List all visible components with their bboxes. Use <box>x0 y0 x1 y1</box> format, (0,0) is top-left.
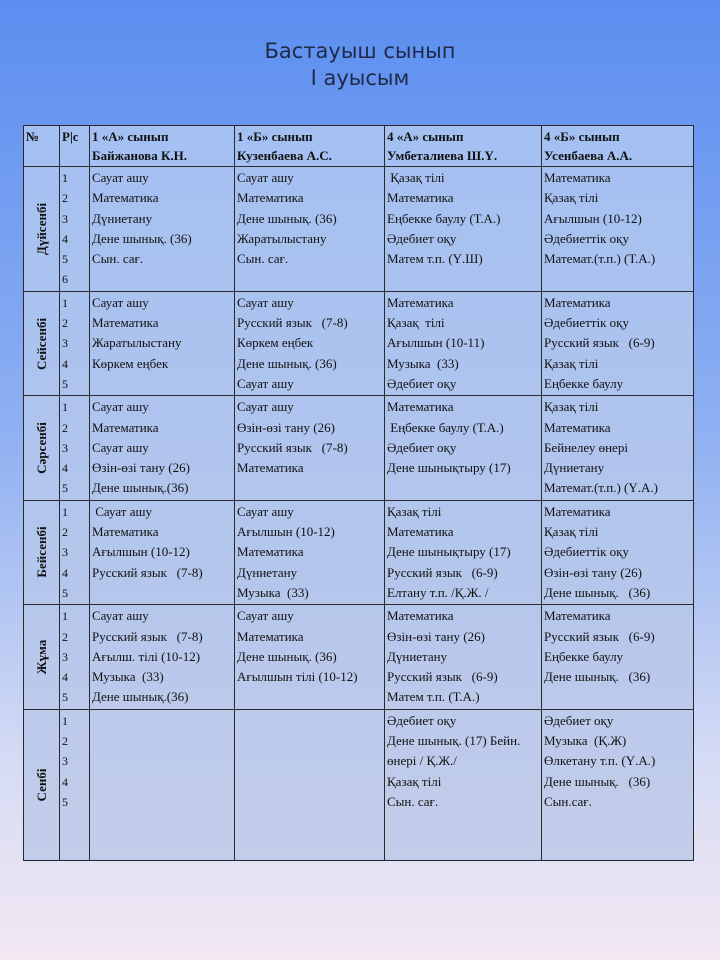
lesson-subject: Сауат ашу <box>237 294 294 310</box>
lesson-subject: Әдебиет оқу <box>387 375 457 391</box>
lesson-subject: Қазақ тілі <box>544 399 599 415</box>
header-class-1b <box>235 126 385 167</box>
header-row <box>24 126 694 167</box>
lesson-subject: Елтану т.п. /Қ.Ж. / <box>387 584 489 600</box>
day-name-cell <box>24 500 60 604</box>
page-title <box>0 38 720 92</box>
lesson-subject: Дене шынық. (36) <box>237 648 337 664</box>
lesson-subject: Сауат ашу <box>237 170 294 185</box>
class-name: 4 «А» сынып <box>387 129 464 144</box>
day-row <box>24 396 694 500</box>
lesson-subject: Сын. сағ. <box>387 793 439 809</box>
lesson-subject: Музыка (33) <box>92 669 164 685</box>
lesson-subject: Дене шынық.(36) <box>92 689 189 705</box>
lesson-subject: Ағылш. тілі (10-12) <box>92 648 201 664</box>
lesson-number: 3 <box>62 440 68 455</box>
lesson-subject: Математика <box>544 608 611 624</box>
header-class-1a <box>90 126 235 167</box>
lesson-number: 4 <box>62 231 68 246</box>
lesson-subject: Өзін-өзі тану (26) <box>544 564 642 580</box>
lesson-subject: Математика <box>544 294 611 310</box>
lesson-number: 6 <box>62 272 68 287</box>
lesson-subject: Еңбекке баулу <box>544 375 624 391</box>
lesson-number: 5 <box>62 481 68 496</box>
lesson-subject: Сауат ашу <box>92 608 149 624</box>
class-name: 4 «Б» сынып <box>544 129 620 144</box>
lesson-subject: Жаратылыстану <box>92 335 182 351</box>
lesson-number: 5 <box>62 376 68 391</box>
lesson-subject: Өзін-өзі тану (26) <box>237 419 335 435</box>
lesson-subject: Русский язык (7-8) <box>237 439 348 455</box>
lesson-subject: Қазақ тілі <box>387 170 445 185</box>
lesson-subject: Әдебиет оқу <box>387 230 457 246</box>
lesson-number: 1 <box>62 713 68 728</box>
lessons-cell-4a <box>385 709 542 860</box>
title-line-2: І ауысым <box>310 66 410 90</box>
day-name-cell <box>24 605 60 709</box>
lesson-subject: Музыка (Қ.Ж) <box>544 733 627 749</box>
lessons-cell-4a <box>385 291 542 395</box>
lesson-subject: Русский язык (6-9) <box>544 628 655 644</box>
lesson-numbers-cell <box>60 396 90 500</box>
lesson-subject: Матем т.п. (Ү.Ш) <box>387 251 483 267</box>
day-name-cell <box>24 167 60 292</box>
lesson-subject: Қазақ тілі <box>387 773 442 789</box>
lesson-subject: Ағылшын (10-12) <box>92 544 190 560</box>
lesson-subject: Русский язык (7-8) <box>237 315 348 331</box>
lesson-subject: Дүниетану <box>387 648 448 664</box>
lessons-cell-4a <box>385 500 542 604</box>
lesson-subject: Математика <box>544 170 611 185</box>
day-name-cell <box>24 291 60 395</box>
header-class-4a <box>385 126 542 167</box>
lesson-number: 2 <box>62 191 68 206</box>
lesson-subject: Ағылшын (10-12) <box>237 524 335 540</box>
day-name-cell <box>24 396 60 500</box>
class-teacher: Усенбаева А.А. <box>544 148 633 163</box>
lesson-number: 4 <box>62 565 68 580</box>
class-teacher: Умбеталиева Ш.Ү. <box>387 148 498 163</box>
lessons-cell-4b <box>542 605 694 709</box>
header-num: № <box>24 126 60 167</box>
lesson-subject: Қазақ тілі <box>544 524 599 540</box>
class-name: 1 «Б» сынып <box>237 129 313 144</box>
lesson-subject: Дене шынық. (36) <box>92 230 192 246</box>
lesson-subject: Дене шынықтыру (17) <box>387 544 511 560</box>
lesson-subject: Дене шынық.(36) <box>92 480 189 496</box>
lesson-number: 1 <box>62 609 68 624</box>
lesson-number: 2 <box>62 316 68 331</box>
lesson-number: 5 <box>62 252 68 267</box>
lesson-subject: Жаратылыстану <box>237 230 327 246</box>
lesson-number: 1 <box>62 400 68 415</box>
lesson-subject: Дүниетану <box>544 460 605 476</box>
lesson-subject: Математика <box>387 524 454 540</box>
lessons-cell-4b <box>542 500 694 604</box>
lesson-subject: Сауат ашу <box>92 399 149 415</box>
lesson-subject: Сауат ашу <box>237 503 294 519</box>
lesson-subject: Әдебиет оқу <box>387 439 457 455</box>
lesson-numbers-cell <box>60 500 90 604</box>
lesson-subject: Ағылшын (10-12) <box>544 210 642 226</box>
lesson-subject: Музыка (33) <box>387 355 459 371</box>
lesson-number: 5 <box>62 690 68 705</box>
lesson-subject: Русский язык (6-9) <box>544 335 655 351</box>
lesson-number: 2 <box>62 629 68 644</box>
lessons-cell-1a <box>90 709 235 860</box>
lesson-number: 4 <box>62 461 68 476</box>
lesson-subject: Көркем еңбек <box>237 335 314 351</box>
lesson-subject: Өзін-өзі тану (26) <box>387 628 485 644</box>
lessons-cell-1b <box>235 291 385 395</box>
schedule-body <box>24 167 694 861</box>
lesson-subject: Сауат ашу <box>237 608 294 624</box>
day-name-cell <box>24 709 60 860</box>
lesson-subject: Математика <box>387 399 454 415</box>
lessons-cell-1b <box>235 709 385 860</box>
lesson-numbers-cell <box>60 605 90 709</box>
lesson-subject: Дене шынық. (36) <box>544 773 651 789</box>
lesson-subject: Математика <box>387 608 454 624</box>
lesson-subject: Бейнелеу өнері <box>544 439 628 455</box>
day-name: Бейсенбі <box>33 526 49 579</box>
lesson-number: 4 <box>62 356 68 371</box>
lesson-number: 2 <box>62 525 68 540</box>
lesson-subject: Дене шынық. (36) <box>544 584 651 600</box>
lesson-subject: Сауат ашу <box>237 399 294 415</box>
day-name: Сәрсенбі <box>33 422 49 474</box>
day-name: Сейсенбі <box>33 317 49 370</box>
class-teacher: Кузенбаева А.С. <box>237 148 332 163</box>
lesson-number: 4 <box>62 670 68 685</box>
lessons-cell-4a <box>385 605 542 709</box>
lesson-subject: Әдебиеттік оқу <box>544 315 629 331</box>
lesson-subject: Математ.(т.п.) (Ү.А.) <box>544 480 658 496</box>
lesson-numbers-cell <box>60 291 90 395</box>
lesson-subject: Математика <box>544 503 611 519</box>
lesson-subject: Еңбекке баулу (Т.А.) <box>387 210 501 226</box>
lesson-subject: Математ.(т.п.) (Т.А.) <box>544 251 656 267</box>
lesson-subject: Математика <box>237 190 304 206</box>
lesson-subject: Ағылшын (10-11) <box>387 335 485 351</box>
lesson-subject: Сауат ашу <box>92 503 153 519</box>
lesson-number: 1 <box>62 504 68 519</box>
lessons-cell-4b <box>542 291 694 395</box>
lesson-subject: Сауат ашу <box>92 294 149 310</box>
lesson-subject: Көркем еңбек <box>92 355 169 371</box>
lessons-cell-4a <box>385 167 542 292</box>
lesson-number: 2 <box>62 420 68 435</box>
lesson-subject: Әдебиет оқу <box>387 712 457 728</box>
lesson-subject: Әдебиеттік оқу <box>544 544 629 560</box>
day-name: Сенбі <box>33 768 49 802</box>
lesson-number: 3 <box>62 649 68 664</box>
lessons-cell-4a <box>385 396 542 500</box>
lesson-subject: Қазақ тілі <box>387 315 445 331</box>
lesson-subject: Әдебиет оқу <box>544 712 614 728</box>
lesson-subject: Сын. сағ. <box>92 251 144 267</box>
lesson-subject: Музыка (33) <box>237 584 309 600</box>
lessons-cell-1a <box>90 396 235 500</box>
lesson-number: 3 <box>62 754 68 769</box>
lesson-subject: Математика <box>92 315 159 331</box>
lesson-number: 5 <box>62 585 68 600</box>
header-rs: Р|с <box>60 126 90 167</box>
lesson-subject: Өзін-өзі тану (26) <box>92 460 190 476</box>
lesson-subject: Математика <box>237 544 304 560</box>
lesson-subject: Өлкетану т.п. (Ү.А.) <box>544 753 656 769</box>
lesson-subject: Сын.сағ. <box>544 793 592 809</box>
lesson-subject: Дене шынық. (36) <box>237 355 337 371</box>
header-class-4b <box>542 126 694 167</box>
lesson-subject: Дене шынықтыру (17) <box>387 460 511 476</box>
day-row <box>24 709 694 860</box>
lesson-subject: Математика <box>544 419 611 435</box>
lessons-cell-4b <box>542 709 694 860</box>
lesson-subject: Қазақ тілі <box>544 355 599 371</box>
lesson-subject: Еңбекке баулу (Т.А.) <box>387 419 504 435</box>
lesson-number: 3 <box>62 545 68 560</box>
day-name: Жұма <box>33 639 49 675</box>
lesson-number: 5 <box>62 794 68 809</box>
day-row <box>24 291 694 395</box>
day-row <box>24 500 694 604</box>
lesson-subject: Сауат ашу <box>237 375 294 391</box>
lesson-subject: Русский язык (7-8) <box>92 564 203 580</box>
lesson-subject: Русский язык (6-9) <box>387 669 498 685</box>
lessons-cell-4b <box>542 167 694 292</box>
lessons-cell-1a <box>90 500 235 604</box>
lessons-cell-4b <box>542 396 694 500</box>
lesson-number: 2 <box>62 734 68 749</box>
schedule-table <box>23 125 694 861</box>
lesson-subject: Математика <box>92 524 159 540</box>
lesson-subject: Дүниетану <box>237 564 298 580</box>
lessons-cell-1b <box>235 500 385 604</box>
lesson-subject: Математика <box>92 419 159 435</box>
lesson-subject: Дене шынық. (36) <box>237 210 337 226</box>
lesson-subject: Қазақ тілі <box>544 190 599 206</box>
lesson-subject: Ағылшын тілі (10-12) <box>237 669 358 685</box>
lessons-cell-1b <box>235 605 385 709</box>
lesson-number: 3 <box>62 336 68 351</box>
lesson-subject: Русский язык (6-9) <box>387 564 498 580</box>
lesson-subject: өнері / Қ.Ж./ <box>387 753 457 769</box>
lesson-subject: Матем т.п. (Т.А.) <box>387 689 480 705</box>
day-row <box>24 605 694 709</box>
lessons-cell-1a <box>90 291 235 395</box>
lesson-subject: Қазақ тілі <box>387 503 442 519</box>
lesson-subject: Әдебиеттік оқу <box>544 230 629 246</box>
title-line-1: Бастауыш сынып <box>264 39 456 63</box>
lesson-subject: Сауат ашу <box>92 170 149 185</box>
lessons-cell-1b <box>235 396 385 500</box>
lesson-subject: Математика <box>387 190 454 206</box>
lesson-numbers-cell <box>60 709 90 860</box>
day-row <box>24 167 694 292</box>
class-name: 1 «А» сынып <box>92 129 169 144</box>
lesson-subject: Еңбекке баулу <box>544 648 624 664</box>
lesson-subject: Дүниетану <box>92 210 153 226</box>
lesson-numbers-cell <box>60 167 90 292</box>
lessons-cell-1b <box>235 167 385 292</box>
lesson-subject: Математика <box>387 294 454 310</box>
lesson-number: 4 <box>62 774 68 789</box>
lesson-subject: Дене шынық. (36) <box>544 669 651 685</box>
lesson-subject: Дене шынық. (17) Бейн. <box>387 733 521 749</box>
lesson-subject: Математика <box>237 460 304 476</box>
lesson-subject: Математика <box>92 190 159 206</box>
lesson-subject: Сауат ашу <box>92 439 149 455</box>
lesson-number: 1 <box>62 171 68 185</box>
lesson-subject: Сын. сағ. <box>237 251 289 267</box>
day-name: Дүйсенбі <box>33 202 49 256</box>
lessons-cell-1a <box>90 167 235 292</box>
lesson-number: 3 <box>62 211 68 226</box>
lesson-number: 1 <box>62 295 68 310</box>
lessons-cell-1a <box>90 605 235 709</box>
lesson-subject: Русский язык (7-8) <box>92 628 203 644</box>
class-teacher: Байжанова К.Н. <box>92 148 187 163</box>
lesson-subject: Математика <box>237 628 304 644</box>
